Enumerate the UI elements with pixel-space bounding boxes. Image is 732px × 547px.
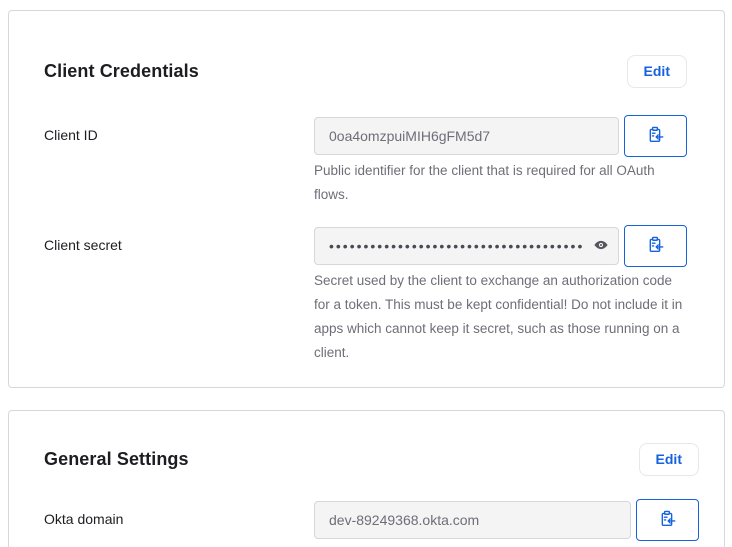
clipboard-copy-icon xyxy=(647,236,664,256)
client-id-value-wrap xyxy=(314,117,619,155)
client-secret-input-group xyxy=(314,225,687,267)
toggle-secret-visibility-button[interactable] xyxy=(591,236,611,256)
field-help: Secret used by the client to exchange an authorization code for a token. This must be kept confidential! Do not include it in apps which cannot keep it secret, such as those running on a client. xyxy=(314,273,683,360)
client-id-input[interactable] xyxy=(314,117,619,155)
field-label: Client secret xyxy=(44,237,122,253)
copy-to-clipboard-button[interactable] xyxy=(636,499,699,541)
copy-to-clipboard-button[interactable] xyxy=(624,225,687,267)
edit-button[interactable]: Edit xyxy=(627,55,687,88)
client-secret-input[interactable] xyxy=(314,227,619,265)
client-credentials-card xyxy=(8,10,725,388)
clipboard-copy-icon xyxy=(659,510,676,530)
client-id-input-group xyxy=(314,115,687,157)
field-label: Okta domain xyxy=(44,511,124,527)
edit-button[interactable]: Edit xyxy=(639,443,699,476)
client-secret-row xyxy=(44,225,687,267)
client-id-row xyxy=(44,115,687,157)
okta-domain-row xyxy=(44,499,699,541)
field-label: Client ID xyxy=(44,127,98,143)
general-settings-header xyxy=(44,443,699,476)
field-help: Public identifier for the client that is required for all OAuth flows. xyxy=(314,163,655,202)
eye-icon xyxy=(593,237,609,256)
okta-domain-input-group xyxy=(314,499,699,541)
section-title: General Settings xyxy=(44,449,189,469)
copy-to-clipboard-button[interactable] xyxy=(624,115,687,157)
client-credentials-header xyxy=(44,55,687,88)
general-settings-card xyxy=(8,410,725,547)
okta-domain-input[interactable] xyxy=(314,501,631,539)
client-secret-value-wrap xyxy=(314,227,619,265)
section-title: Client Credentials xyxy=(44,61,199,81)
okta-domain-value-wrap xyxy=(314,501,631,539)
clipboard-copy-icon xyxy=(647,126,664,146)
